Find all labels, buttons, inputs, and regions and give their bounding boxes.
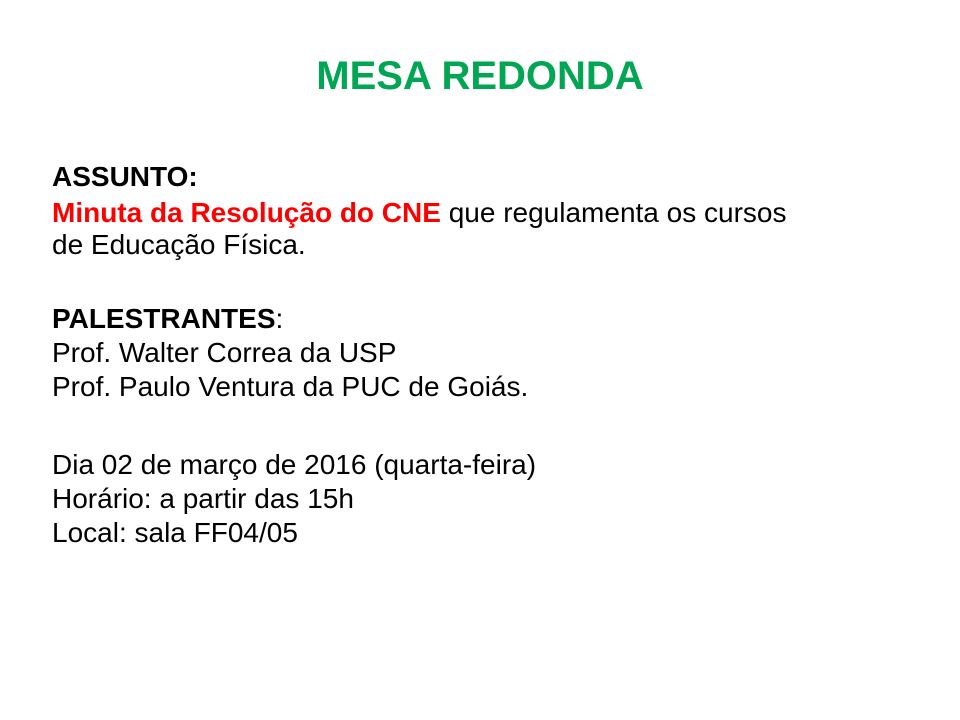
subject-line-2: de Educação Física. — [52, 229, 306, 260]
slide-title: MESA REDONDA — [316, 54, 644, 98]
event-time: Horário: a partir das 15h — [52, 483, 354, 514]
subject-label: ASSUNTO: — [52, 161, 198, 192]
subject-rest: que regulamenta os cursos — [440, 197, 787, 228]
speaker-item: Prof. Walter Correa da USP — [52, 337, 397, 368]
spacer — [52, 258, 932, 302]
speakers-label-suffix: : — [275, 303, 284, 334]
event-date: Dia 02 de março de 2016 (quarta-feira) — [52, 449, 537, 480]
spacer — [52, 404, 932, 448]
speakers-label: PALESTRANTES — [52, 303, 276, 334]
subject-highlight: Minuta da Resolução do CNE — [52, 197, 441, 228]
event-location: Local: sala FF04/05 — [52, 517, 298, 548]
subject-line-1 — [52, 197, 932, 228]
details-section — [52, 448, 932, 550]
subject-section — [52, 160, 932, 258]
slide-content — [52, 160, 932, 550]
speakers-heading — [52, 302, 932, 336]
speaker-item: Prof. Paulo Ventura da PUC de Goiás. — [52, 371, 529, 402]
speakers-section — [52, 302, 932, 404]
